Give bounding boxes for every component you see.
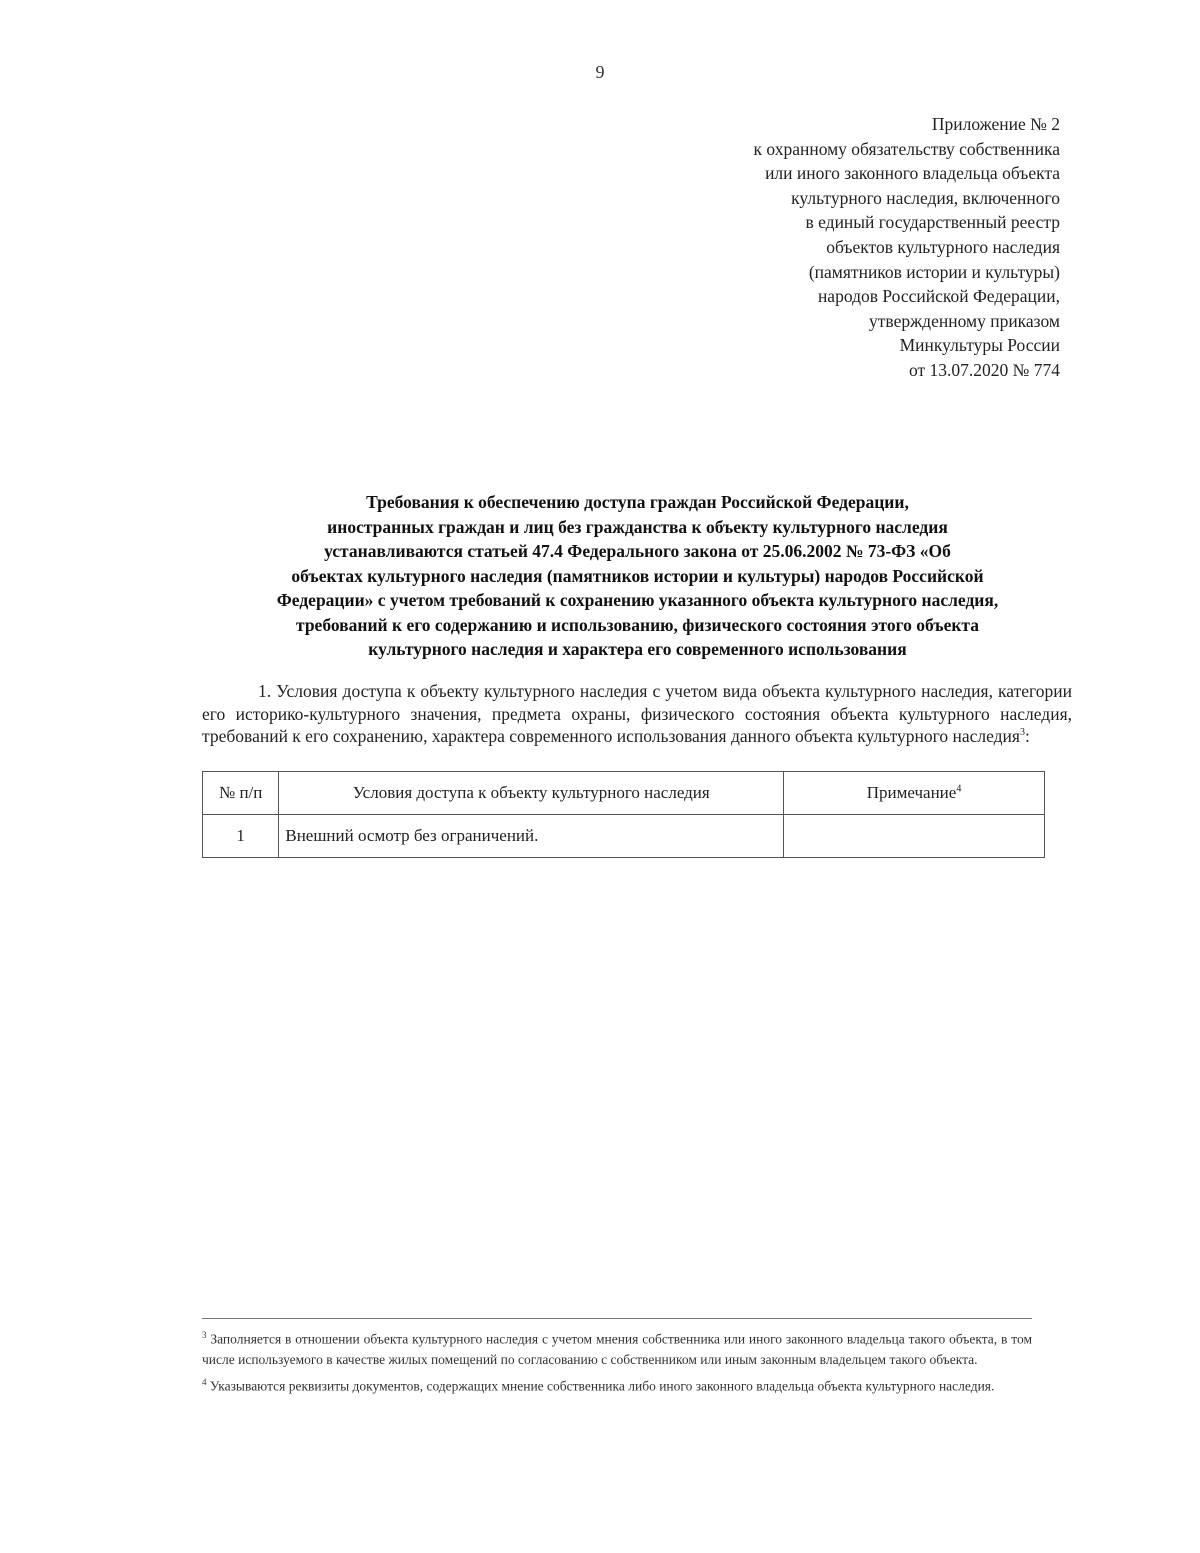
footnotes-section bbox=[202, 1318, 1032, 1398]
table-header-row bbox=[203, 772, 1045, 815]
page-number: 9 bbox=[595, 62, 605, 82]
appendix-block bbox=[640, 112, 1060, 383]
appendix-line: культурного наследия, включенного bbox=[791, 187, 1060, 208]
cell-number: 1 bbox=[203, 815, 279, 858]
heading-line: Требования к обеспечению доступа граждан Российской Федерации, bbox=[366, 492, 909, 512]
appendix-line: объектов культурного наследия bbox=[826, 236, 1060, 257]
header-note-label: Примечание bbox=[866, 783, 957, 802]
appendix-line: от 13.07.2020 № 774 bbox=[909, 359, 1060, 380]
appendix-line: утвержденному приказом bbox=[869, 310, 1060, 331]
appendix-line: к охранному обязательству собственника bbox=[753, 138, 1060, 159]
table-row bbox=[203, 815, 1045, 858]
header-number: № п/п bbox=[203, 772, 279, 815]
footnote-marker: 4 bbox=[202, 1376, 207, 1387]
appendix-line: (памятников истории и культуры) bbox=[808, 261, 1060, 282]
document-heading bbox=[200, 490, 1075, 662]
header-note bbox=[784, 772, 1045, 815]
access-conditions-table bbox=[202, 771, 1045, 858]
footnote-ref[interactable]: 3 bbox=[1019, 727, 1025, 739]
appendix-line: или иного законного владельца объекта bbox=[765, 163, 1060, 184]
footnote-text: Указываются реквизиты документов, содержащих мнение собственника либо иного законного владельца объекта культурного наследия. bbox=[209, 1378, 995, 1393]
footnote-marker: 3 bbox=[202, 1330, 207, 1340]
heading-line: культурного наследия и характера его современного использования bbox=[368, 639, 907, 659]
paragraph-ending: : bbox=[1024, 726, 1030, 746]
heading-line: объектах культурного наследия (памятников истории и культуры) народов Российской bbox=[291, 565, 984, 586]
appendix-line: в единый государственный реестр bbox=[805, 212, 1060, 233]
cell-note bbox=[784, 815, 1045, 858]
cell-condition: Внешний осмотр без ограничений. bbox=[279, 815, 784, 858]
footnote-text: Заполняется в отношении объекта культурного наследия с учетом мнения собственника или иного законного владельца такого объекта, в том числе используемого в качестве жилых помещений по согласованию с собственником или иным законным владельцем такого объекта. bbox=[202, 1331, 1032, 1367]
header-condition: Условия доступа к объекту культурного наследия bbox=[279, 772, 784, 815]
appendix-line: народов Российской Федерации, bbox=[817, 286, 1060, 307]
appendix-line: Минкультуры России bbox=[899, 335, 1060, 356]
access-conditions-paragraph bbox=[202, 680, 1072, 748]
heading-line: устанавливаются статьей 47.4 Федерального закона от 25.06.2002 № 73-ФЗ «Об bbox=[324, 541, 951, 561]
appendix-line: Приложение № 2 bbox=[931, 114, 1060, 134]
footnote-ref[interactable]: 4 bbox=[956, 783, 962, 795]
heading-line: иностранных граждан и лиц без гражданства к объекту культурного наследия bbox=[327, 516, 948, 537]
footnote bbox=[202, 1325, 1032, 1370]
heading-line: требований к его содержанию и использованию, физического состояния этого объекта bbox=[296, 614, 979, 635]
footnote bbox=[202, 1372, 1032, 1397]
paragraph-text: 1. Условия доступа к объекту культурного наследия с учетом вида объекта культурного наследия, категории его историко-культурного значения, предмета охраны, физического состояния объекта культурного наследия, требований к его сохранению, характера современного использования данного объекта культурного наследия bbox=[202, 681, 1072, 746]
heading-line: Федерации» с учетом требований к сохранению указанного объекта культурного наследия, bbox=[276, 590, 999, 610]
